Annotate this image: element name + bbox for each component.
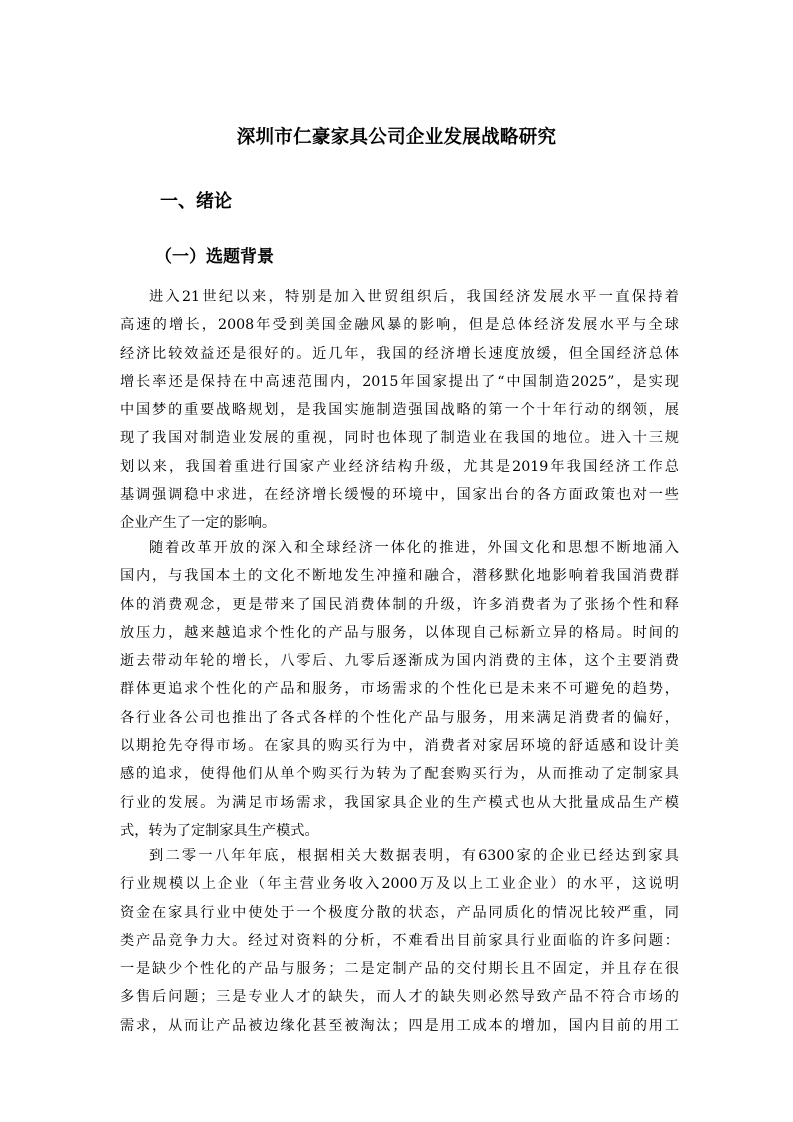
paragraph-line: 高速的增长，2008年受到美国金融风暴的影响，但是总体经济发展水平与全球 bbox=[120, 317, 679, 334]
paragraph-line: 企业产生了一定的影响。 bbox=[120, 515, 277, 532]
paragraph-line: 到二零一八年年底，根据相关大数据表明，有6300家的企业已经达到家具 bbox=[149, 848, 679, 864]
paragraph-line: 一是缺少个性化的产品与服务；二是定制产品的交付期长且不固定，并且存在很 bbox=[120, 961, 679, 978]
paragraph-line: 资金在家具行业中使处于一个极度分散的状态，产品同质化的情况比较严重，同 bbox=[120, 904, 679, 921]
paragraph-line: 经济比较效益还是很好的。近几年，我国的经济增长速度放缓，但全国经济总体 bbox=[120, 345, 679, 362]
section-heading: 一、绪论 bbox=[160, 191, 232, 212]
paragraph-line: 以期抢先夺得市场。在家具的购买行为中，消费者对家居环境的舒适感和设计美 bbox=[120, 738, 679, 755]
paragraph-line: 群体更追求个性化的产品和服务，市场需求的个性化已是未来不可避免的趋势， bbox=[120, 681, 679, 698]
paragraph-line: 增长率还是保持在中高速范围内，2015年国家提出了“中国制造2025”，是实现 bbox=[120, 373, 679, 390]
paragraph-3 bbox=[120, 842, 679, 1040]
subsection-heading: （一）选题背景 bbox=[155, 247, 274, 267]
paragraph-line: 放压力，越来越追求个性化的产品与服务，以体现自己标新立异的格局。时间的 bbox=[120, 624, 679, 641]
paragraph-line: 行业的发展。为满足市场需求，我国家具企业的生产模式也从大批量成品生产模 bbox=[120, 794, 679, 811]
paragraph-line: 中国梦的重要战略规划，是我国实施制造强国战略的第一个十年行动的纲领，展 bbox=[120, 402, 679, 419]
paragraph-line: 行业规模以上企业（年主营业务收入2000万及以上工业企业）的水平，这说明 bbox=[120, 876, 679, 893]
paragraph-line: 多售后问题；三是专业人才的缺失，而人才的缺失则必然导致产品不符合市场的 bbox=[120, 989, 679, 1006]
paragraph-line: 需求，从而让产品被边缘化甚至被淘汰；四是用工成本的增加，国内目前的用工 bbox=[120, 1017, 679, 1034]
paragraph-line: 体的消费观念，更是带来了国民消费体制的升级，许多消费者为了张扬个性和释 bbox=[120, 596, 679, 613]
paragraph-1 bbox=[120, 283, 679, 538]
paragraph-line: 各行业各公司也推出了各式各样的个性化产品与服务，用来满足消费者的偏好， bbox=[120, 709, 679, 726]
paragraph-line: 划以来，我国着重进行国家产业经济结构升级，尤其是2019年我国经济工作总 bbox=[120, 458, 679, 475]
document-title: 深圳市仁豪家具公司企业发展战略研究 bbox=[236, 127, 557, 148]
paragraph-line: 随着改革开放的深入和全球经济一体化的推进，外国文化和思想不断地涌入 bbox=[149, 540, 679, 556]
paragraph-line: 现了我国对制造业发展的重视，同时也体现了制造业在我国的地位。进入十三规 bbox=[120, 430, 679, 447]
paragraph-line: 基调强调稳中求进，在经济增长缓慢的环境中，国家出台的各方面政策也对一些 bbox=[120, 487, 679, 504]
paragraph-line: 进入21世纪以来，特别是加入世贸组织后，我国经济发展水平一直保持着 bbox=[149, 289, 679, 305]
paragraph-line: 式，转为了定制家具生产模式。 bbox=[120, 822, 319, 839]
paragraph-2 bbox=[120, 534, 679, 845]
paragraph-line: 类产品竞争力大。经过对资料的分析，不难看出目前家具行业面临的许多问题： bbox=[120, 932, 679, 949]
paragraph-line: 逝去带动年轮的增长，八零后、九零后逐渐成为国内消费的主体，这个主要消费 bbox=[120, 653, 679, 670]
paragraph-line: 感的追求，使得他们从单个购买行为转为了配套购买行为，从而推动了定制家具 bbox=[120, 766, 679, 783]
paragraph-line: 国内，与我国本土的文化不断地发生冲撞和融合，潜移默化地影响着我国消费群 bbox=[120, 568, 679, 585]
